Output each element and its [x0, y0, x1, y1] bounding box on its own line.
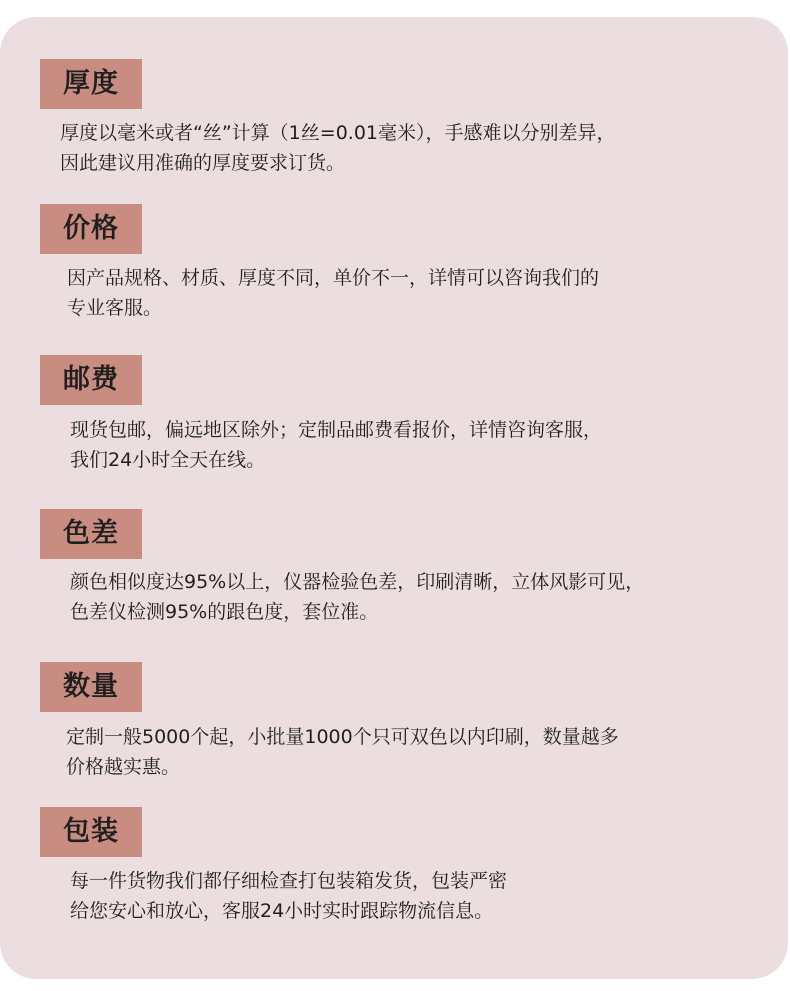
section-text-packaging [70, 866, 507, 926]
section-line: 价格越实惠。 [66, 756, 181, 778]
section-line: 每一件货物我们都仔细检查打包装箱发货，包装严密 [70, 870, 508, 892]
section-text-quantity [66, 722, 619, 782]
section-line: 因此建议用准确的厚度要求订货。 [60, 152, 346, 174]
section-line: 我们24小时全天在线。 [70, 449, 266, 471]
section-label-thickness: 厚度 [40, 59, 142, 109]
section-line: 专业客服。 [67, 297, 163, 319]
section-text-shipping [70, 415, 602, 475]
section-line: 定制一般5000个起，小批量1000个只可双色以内印刷，数量越多 [66, 726, 619, 748]
section-label-quantity: 数量 [40, 662, 142, 712]
section-line: 颜色相似度达95%以上，仪器检验色差，印刷清晰，立体风影可见， [70, 571, 645, 593]
section-label-price: 价格 [40, 204, 142, 254]
section-label-packaging: 包装 [40, 807, 142, 857]
section-text-thickness [60, 118, 616, 178]
section-label-shipping: 邮费 [40, 355, 142, 405]
section-line: 给您安心和放心，客服24小时实时跟踪物流信息。 [70, 900, 494, 922]
section-line: 因产品规格、材质、厚度不同，单价不一，详情可以咨询我们的 [67, 267, 600, 289]
section-line: 现货包邮，偏远地区除外；定制品邮费看报价，详情咨询客服， [70, 419, 603, 441]
section-line: 厚度以毫米或者“丝”计算（1丝=0.01毫米），手感难以分别差异， [60, 122, 616, 144]
section-text-color-difference [70, 567, 644, 627]
section-line: 色差仪检测95%的跟色度，套位准。 [70, 601, 379, 623]
section-text-price [67, 263, 599, 323]
section-label-color-difference: 色差 [40, 509, 142, 559]
